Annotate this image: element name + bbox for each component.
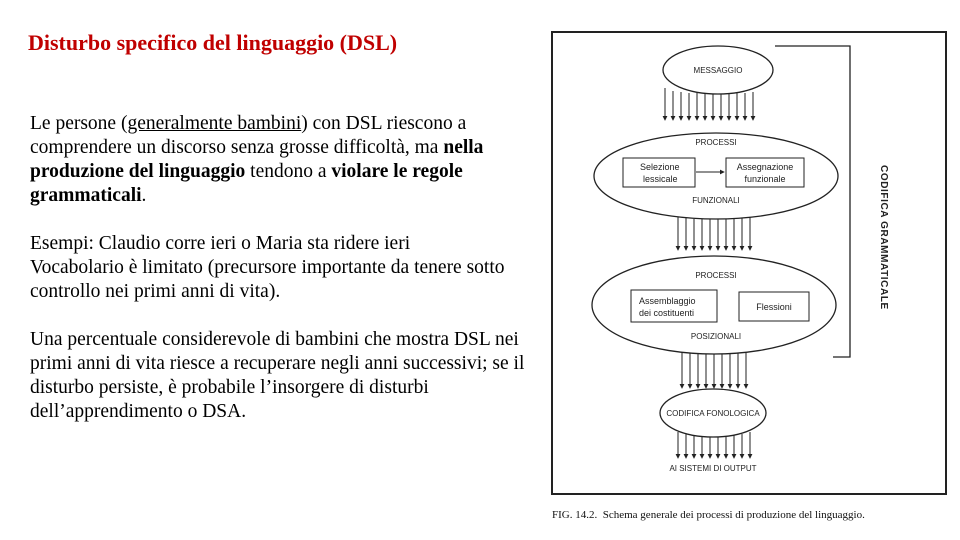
constituent-assembly-label-1: Assemblaggio bbox=[639, 296, 696, 306]
slide-title: Disturbo specifico del linguaggio (DSL) bbox=[28, 30, 398, 55]
processes-label-top: PROCESSI bbox=[695, 138, 737, 147]
functional-assignment-label-2: funzionale bbox=[744, 174, 786, 184]
message-label: MESSAGGIO bbox=[693, 66, 743, 75]
production-diagram bbox=[550, 30, 948, 496]
text-run: tendono a bbox=[245, 161, 332, 182]
lexical-selection-label-2: lessicale bbox=[643, 174, 678, 184]
grammatical-encoding-label: CODIFICA GRAMMATICALE bbox=[878, 165, 889, 310]
text-run: . bbox=[141, 185, 147, 206]
arrows-functional-to-positional bbox=[678, 217, 750, 250]
bold-text: violare le regole grammaticali bbox=[30, 161, 463, 206]
constituent-assembly-label-2: dei costituenti bbox=[639, 308, 695, 318]
paragraph-dsl-definition bbox=[30, 112, 550, 208]
examples-line: Esempi: Claudio corre ieri o Maria sta ridere ieri bbox=[30, 233, 411, 254]
text-run: ) con DSL riescono a comprendere un discorso senza grosse difficoltà, ma bbox=[30, 113, 467, 158]
slide-body bbox=[30, 112, 550, 424]
functional-label: FUNZIONALI bbox=[692, 196, 740, 205]
figure-caption bbox=[552, 509, 865, 521]
positional-label: POSIZIONALI bbox=[690, 332, 742, 341]
text-run: Le persone ( bbox=[30, 113, 128, 134]
inflections-label: Flessioni bbox=[756, 302, 792, 312]
paragraph-recovery: Una percentuale considerevole di bambini che mostra DSL nei primi anni di vita riesce a recuperare negli anni successivi; se il disturbo persiste, è probabile l’insorgere di disturbi dell’apprendimento o DSA. bbox=[30, 329, 525, 422]
underlined-text: generalmente bambini bbox=[127, 113, 302, 134]
lexical-selection-label-1: Selezione bbox=[640, 162, 680, 172]
processes-label-bottom: PROCESSI bbox=[695, 271, 737, 280]
phonological-coding-label: CODIFICA FONOLOGICA bbox=[666, 409, 760, 418]
caption-prefix: FIG. 14.2. bbox=[552, 509, 598, 521]
output-systems-label: AI SISTEMI DI OUTPUT bbox=[669, 464, 757, 473]
caption-text: Schema generale dei processi di produzione del linguaggio. bbox=[602, 509, 865, 521]
functional-assignment-label-1: Assegnazione bbox=[736, 162, 794, 172]
vocabulary-line: Vocabolario è limitato (precursore importante da tenere sotto controllo nei primi anni di vita). bbox=[30, 257, 505, 302]
paragraph-examples bbox=[30, 232, 550, 304]
bold-text: nella produzione del linguaggio bbox=[30, 137, 484, 182]
arrows-positional-to-phonological bbox=[682, 353, 746, 388]
